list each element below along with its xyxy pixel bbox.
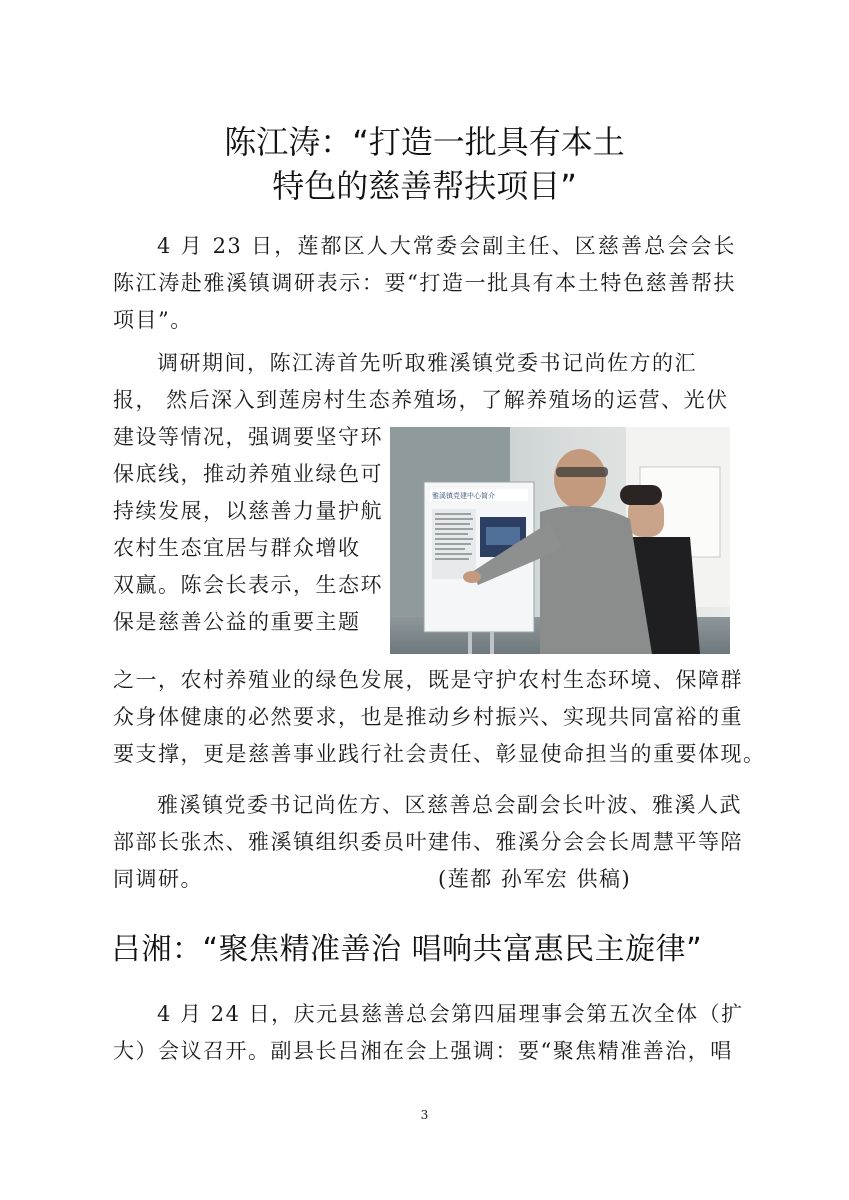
text-line: 众身体健康的必然要求，也是推动乡村振兴、实现共同富裕的重 [113, 705, 743, 729]
text-line: 之一，农村养殖业的绿色发展，既是守护农村生态环境、保障群 [113, 668, 743, 692]
text-line: 雅溪镇党委书记尚佐方、区慈善总会副会长叶波、雅溪人武 [157, 793, 742, 817]
text-line: 建设等情况，强调要坚守环 [113, 425, 383, 449]
text-line: 部部长张杰、雅溪镇组织委员叶建伟、雅溪分会会长周慧平等陪 [113, 830, 743, 854]
article-photo [390, 427, 730, 654]
article1-title-line2: 特色的慈善帮扶项目” [272, 167, 577, 205]
text-line: 保底线，推动养殖业绿色可 [113, 462, 383, 486]
page-number: 3 [420, 1108, 429, 1122]
article1-para2-line1: 调研期间，陈江涛首先听取雅溪镇党委书记尚佐方的汇 [157, 351, 697, 375]
board-title: 雅溪镇党建中心简介 [432, 492, 495, 500]
article2-title: 吕湘：“聚焦精准善治 唱响共富惠民主旋律” [111, 932, 703, 967]
article1-para2-line2: 报， 然后深入到莲房村生态养殖场，了解养殖场的运营、光伏 [113, 388, 729, 412]
text-line: 保是慈善公益的重要主题 [113, 610, 361, 634]
text-line: 同调研。 [113, 867, 203, 891]
article1-para1: 4 月 23 日，莲都区人大常委会副主任、区慈善总会会长陈江涛赴雅溪镇调研表示：要“打造一批具有本土特色慈善帮扶项目”。 [113, 234, 736, 332]
text-line: 4 月 24 日，庆元县慈善总会第四届理事会第五次全体（扩 [157, 1002, 744, 1026]
article1-title-line1: 陈江涛：“打造一批具有本土 [224, 123, 625, 161]
text-line: 要支撑，更是慈善事业践行社会责任、彰显使命担当的重要体现。 [113, 742, 766, 766]
text-line: 大）会议召开。副县长吕湘在会上强调：要“聚焦精准善治，唱 [113, 1039, 733, 1063]
text-line: 持续发展，以慈善力量护航 [113, 499, 383, 523]
text-line: 农村生态宜居与群众增收 [113, 536, 361, 560]
article1-credit: (莲都 孙军宏 供稿) [438, 867, 632, 891]
text-line: 双赢。陈会长表示，生态环 [113, 573, 383, 597]
